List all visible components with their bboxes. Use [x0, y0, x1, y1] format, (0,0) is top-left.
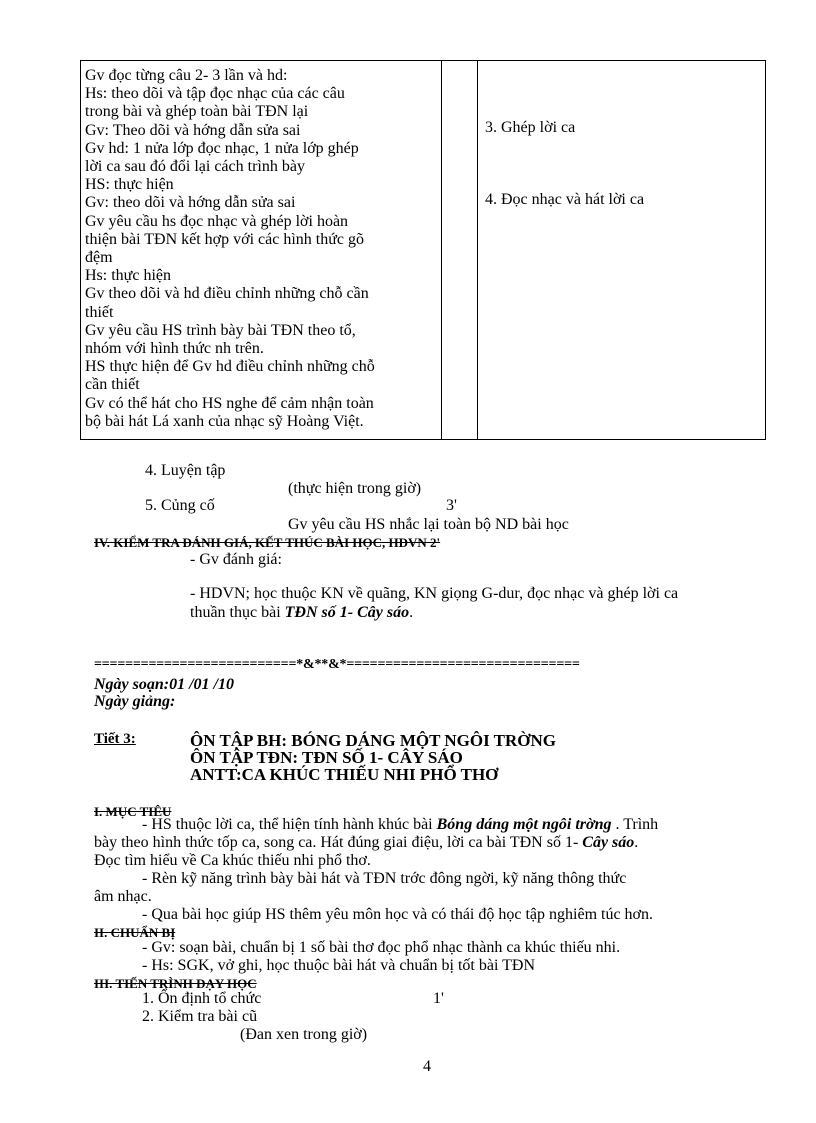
objective-1: [142, 816, 658, 834]
practice-note: (thực hiện trong giờ): [288, 480, 422, 497]
objective-1-song: Bóng dáng một ngôi trờng: [436, 816, 612, 833]
activity-line: Gv đọc từng câu 2- 3 lần và hd:: [85, 67, 288, 84]
table-divider-2: [477, 61, 478, 439]
gv-eval: - Gv đánh giá:: [190, 551, 282, 568]
lesson-label: Tiết 3:: [94, 731, 136, 747]
consolidate-note: Gv yêu cầu HS nhắc lại toàn bộ ND bài học: [288, 516, 569, 533]
activity-line: thiết: [85, 303, 114, 321]
activity-line: HS: thực hiện: [85, 176, 174, 194]
objective-2-pre: bày theo hình thức tốp ca, song ca. Hát đúng giai điệu, lời ca bài TĐN số 1-: [94, 834, 583, 851]
prep-teacher: - Gv: soạn bài, chuẩn bị 1 số bài thơ đọc phổ nhạc thành ca khúc thiếu nhi.: [142, 939, 621, 956]
separator-line: ==========================*&**&*==============================: [94, 657, 580, 672]
activity-line: Hs: theo dõi và tập đọc nhạc của các câu: [85, 85, 345, 103]
lesson-title-3: ANTT:CA KHÚC THIẾU NHI PHỔ THƠ: [190, 765, 499, 784]
step-2: 2. Kiểm tra bài cũ: [142, 1008, 258, 1025]
objective-1-pre: - HS thuộc lời ca, thể hiện tính hành khúc bài: [142, 816, 437, 833]
section-ii-heading: II. CHUẨN BỊ: [94, 925, 176, 940]
activity-line: Gv yêu cầu hs đọc nhạc và ghép lời hoàn: [85, 212, 349, 230]
table-divider-1: [441, 61, 442, 439]
activity-line: lời ca sau đó đổi lại cách trình bày: [85, 158, 305, 176]
hdvn-line-1: - HDVN; học thuộc KN về quãng, KN giọng G-dur, đọc nhạc và ghép lời ca: [190, 585, 679, 602]
section-i-heading: I. MỤC TIÊU: [94, 804, 172, 819]
objective-1-post: . Trình: [611, 816, 659, 833]
step-1-time: 1': [433, 990, 444, 1007]
step-2-note: (Đan xen trong giờ): [240, 1026, 368, 1043]
teacher-student-activities: [85, 67, 437, 439]
objective-4: - Rèn kỹ năng trình bày bài hát và TĐN trớc đông ngời, kỹ năng thông thức: [142, 870, 627, 887]
consolidate-time: 3': [446, 497, 457, 514]
lesson-title-1: ÔN TẬP BH: BÓNG DÁNG MỘT NGÔI TRỜNG: [190, 731, 557, 750]
activity-line: Gv có thể hát cho HS nghe để cảm nhận toàn: [85, 394, 374, 412]
consolidate-heading: 5. Củng cố: [145, 497, 215, 514]
objective-2: [94, 834, 638, 852]
activity-line: HS thực hiện để Gv hd điều chỉnh những chỗ: [85, 358, 375, 376]
activity-table: [80, 60, 766, 440]
section-iv-heading: IV. KIỂM TRA ĐÁNH GIÁ, KẾT THÚC BÀI HỌC, HDVN 2': [94, 535, 441, 550]
activity-line: Gv: theo dõi và hớng dẫn sửa sai: [85, 194, 296, 212]
content-item-4: 4. Đọc nhạc và hát lời ca: [485, 191, 645, 208]
date-taught: Ngày giảng:: [94, 693, 176, 710]
activity-line: Gv: Theo dõi và hớng dẫn sửa sai: [85, 121, 301, 139]
lesson-title-2: ÔN TẬP TĐN: TĐN SỐ 1- CÂY SÁO: [190, 748, 463, 767]
hdvn-line-2-pre: thuần thục bài: [190, 604, 285, 621]
hdvn-song-title: TĐN số 1- Cây sáo: [284, 604, 410, 621]
hdvn-line-2-post: .: [409, 604, 414, 621]
activity-line: trong bài và ghép toàn bài TĐN lại: [85, 103, 309, 121]
activity-line: Gv theo dõi và hd điều chỉnh những chỗ cần: [85, 285, 369, 303]
objective-6: - Qua bài học giúp HS thêm yêu môn học và có thái độ học tập nghiêm túc hơn.: [142, 906, 654, 923]
section-iii-heading: III. TIẾN TRÌNH DẠY HỌC: [94, 976, 257, 991]
date-prepared: Ngày soạn:01 /01 /10: [94, 676, 234, 693]
activity-line: Gv hd: 1 nửa lớp đọc nhạc, 1 nửa lớp ghép: [85, 139, 359, 157]
activity-line: đệm: [85, 249, 113, 267]
objective-3: Đọc tìm hiểu về Ca khúc thiếu nhi phổ thơ.: [94, 852, 371, 869]
prep-student: - Hs: SGK, vở ghi, học thuộc bài hát và chuẩn bị tốt bài TĐN: [142, 957, 535, 974]
activity-line: Gv yêu cầu HS trình bày bài TĐN theo tổ,: [85, 321, 356, 339]
activity-line: Hs: thực hiện: [85, 267, 171, 285]
activity-line: cần thiết: [85, 376, 140, 394]
activity-line: thiện bài TĐN kết hợp với các hình thức gõ: [85, 230, 365, 248]
activity-line: bộ bài hát Lá xanh của nhạc sỹ Hoàng Việt.: [85, 412, 364, 430]
objective-5: âm nhạc.: [94, 888, 152, 905]
practice-heading: 4. Luyện tập: [145, 462, 226, 479]
page-number: 4: [423, 1058, 431, 1075]
objective-2-title: Cây sáo: [582, 834, 635, 851]
hdvn-line-2: [190, 604, 413, 622]
step-1: 1. Ổn định tổ chức: [142, 990, 262, 1007]
content-item-3: 3. Ghép lời ca: [485, 119, 576, 136]
objective-2-post: .: [634, 834, 639, 851]
activity-line: nhóm với hình thức nh trên.: [85, 340, 264, 358]
